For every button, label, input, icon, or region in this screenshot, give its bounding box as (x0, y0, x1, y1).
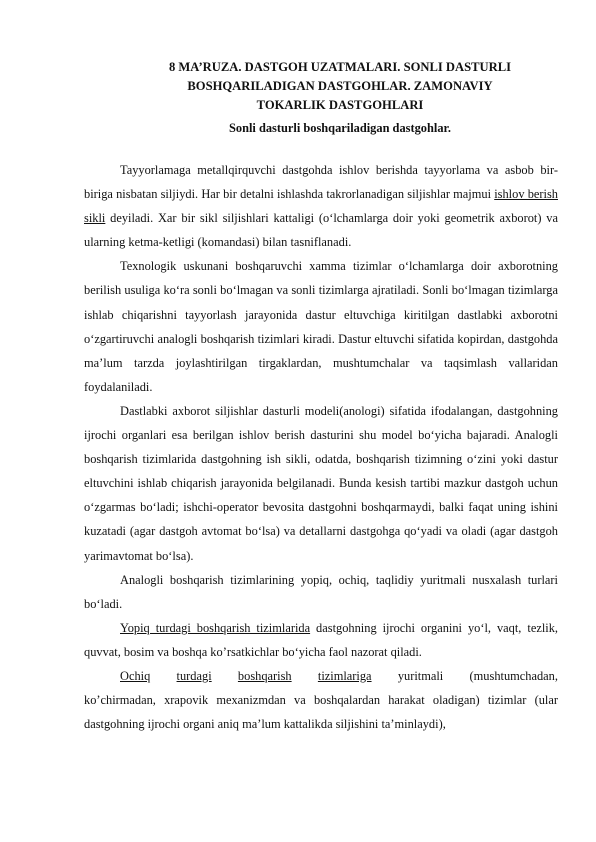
paragraph-1 (84, 158, 558, 254)
p5-term: Yopiq turdagi boshqarish tizimlarida (120, 620, 311, 635)
paragraph-5 (84, 616, 558, 664)
p1-text-a: Tayyorlamaga metallqirquvchi dastgohda ishlov berishda tayyorlama va asbob bir-biriga nisbatan siljiydi. Har bir detalni ishlashda takrorlanadigan siljishlar majmui (84, 163, 558, 202)
section-subtitle: Sonli dasturli boshqariladigan dastgohlar. (229, 121, 451, 135)
title-line-3: TOKARLIK DASTGOHLARI (256, 98, 424, 112)
p6-word-2: turdagi (176, 668, 212, 683)
paragraph-3: Dastlabki axborot siljishlar dasturli modeli(anologi) sifatida ifodalangan, dastgohning ijrochi organlari esa berilgan ishlov berish dasturini shu model bo‘yicha bajaradi. Analogli boshqarish tizimlarida dastgohning ish sikli, odatda, boshqarish tizimning o‘zini yoki dastur eltuvchini ishlab chiqarish jarayonida belgilanadi. Bunda kesish tartibi mazkur dastgoh uchun o‘zgarmas bo‘ladi; ishchi-operator bevosita dastgohni boshqarmaydi, balki faqat uning ishini kuzatadi (agar dastgoh avtomat bo‘lsa) va detallarni dastgohga qo‘yadi va oladi (agar dastgoh yarimavtomat bo‘lsa). (84, 403, 558, 563)
p6-word-5: yuritmali (397, 668, 444, 683)
body-text (84, 158, 558, 736)
paragraph-6-first-line (84, 664, 558, 688)
title-line-2: BOSHQARILADIGAN DASTGOHLAR. ZAMONAVIY (187, 79, 493, 93)
p1-term: ishlov berish sikli (84, 187, 558, 226)
p6-word-6: (mushtumchadan, (469, 668, 558, 683)
p6-word-1: Ochiq (120, 668, 151, 683)
paragraph-2: Texnologik uskunani boshqaruvchi xamma tizimlar o‘lchamlarga doir axborotning berilish usuliga ko‘ra sonli bo‘lmagan va sonli tizimlarga ajratiladi. Sonli bo‘lmagan tizimlarga ishlab chiqarishni tayyorlash jarayonida dastur eltuvchiga kiritilgan dastlabki axborotni o‘zgartiruvchi analogli boshqarish tizimlari kiradi. Dastur eltuvchi sifatida kopirdan, dastgohda ma’lum tarzda joylashtirilgan tirgaklardan, mushtumchalar va taqsimlash vallaridan foydalaniladi. (84, 259, 558, 394)
p6-word-3: boshqarish (237, 668, 292, 683)
paragraph-4: Analogli boshqarish tizimlarining yopiq, ochiq, taqlidiy yuritmali nusxalash turlari bo‘ladi. (84, 572, 558, 611)
title-line-1: 8 MA’RUZA. DASTGOH UZATMALARI. SONLI DASTURLI (168, 60, 512, 74)
lecture-title (84, 58, 596, 115)
paragraph-6-rest: ko’chirmadan, xrapovik mexanizmdan va boshqalardan harakat oladigan) tizimlar (ular dastgohning ijrochi organi aniq ma’lum kattalikda siljishini ta’minlaydi), (84, 693, 558, 732)
p5-text: dastgohning ijrochi organini yo‘l, vaqt, tezlik, quvvat, bosim va boshqa ko’rsatkichlar bo‘yicha faol nazorat qiladi. (84, 620, 558, 659)
p6-word-4: tizimlariga (317, 668, 372, 683)
p1-text-b: deyiladi. Xar bir sikl siljishlari kattaligi (o‘lchamlarga doir yoki geometrik axborot) va ularning ketma-ketligi (komandasi) bilan tasniflanadi. (84, 211, 558, 250)
